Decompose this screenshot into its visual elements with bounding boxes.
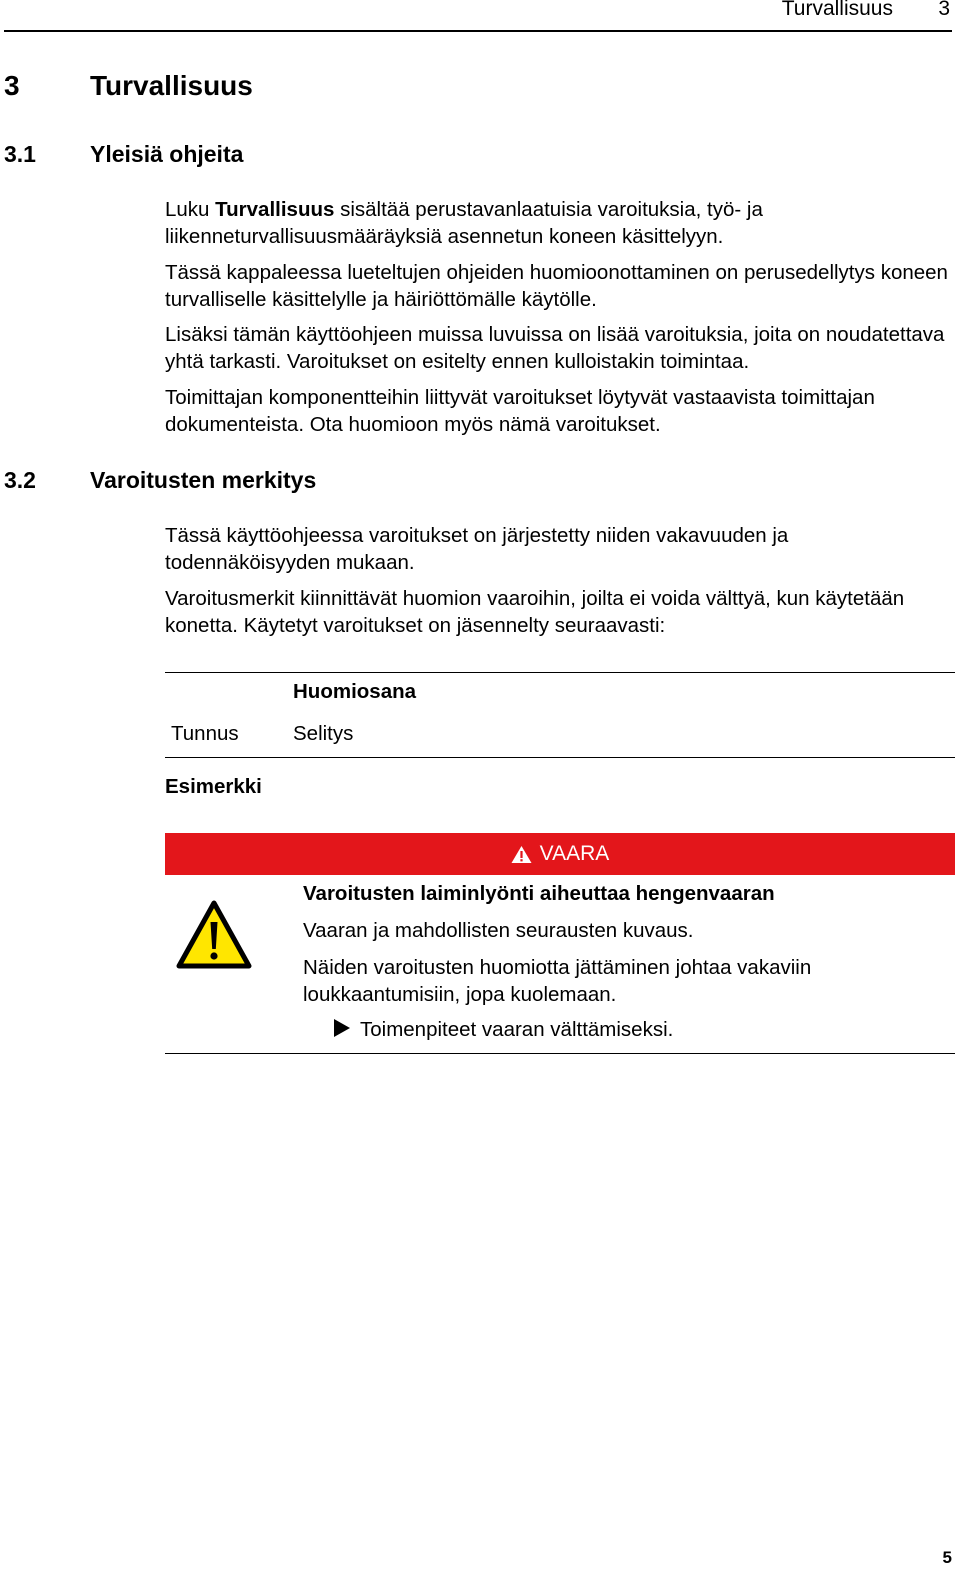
chapter-title: Turvallisuus bbox=[90, 70, 253, 101]
paragraph-warning-structure: Varoitusmerkit kiinnittävät huomion vaaroihin, joilta ei voida välttyä, kun käytetään konetta. Käytetyt varoitukset on jäsennelty seuraavasti: bbox=[165, 587, 905, 637]
running-header-title: Turvallisuus bbox=[781, 0, 893, 20]
header-rule bbox=[4, 30, 952, 32]
paragraph-intro: Luku Turvallisuus sisältää perustavanlaatuisia varoituksia, työ- ja liikenneturvallisuusmääräyksiä asennetun koneen käsittelyyn. bbox=[165, 198, 763, 248]
section-number-3-1: 3.1 bbox=[4, 141, 36, 167]
example-consequence: Näiden varoitusten huomiotta jättäminen johtaa vakaviin loukkaantumisiin, jopa kuolemaan. bbox=[303, 956, 812, 1006]
example-label: Esimerkki bbox=[165, 775, 262, 798]
page-number: 5 bbox=[942, 1548, 952, 1567]
running-header-number: 3 bbox=[938, 0, 950, 20]
legend-explanation: Selitys bbox=[293, 722, 354, 745]
example-action: Toimenpiteet vaaran välttämiseksi. bbox=[360, 1018, 674, 1041]
legend-signal-word: Huomiosana bbox=[293, 680, 417, 703]
example-bottom-rule bbox=[165, 1053, 955, 1054]
legend-bottom-rule bbox=[165, 757, 955, 758]
paragraph-prerequisite: Tässä kappaleessa lueteltujen ohjeiden huomioonottaminen on perusedellytys koneen turvalliselle käsittelylle ja häiriöttömälle käytölle. bbox=[165, 261, 948, 311]
example-description: Vaaran ja mahdollisten seurausten kuvaus. bbox=[303, 919, 694, 942]
legend-top-rule bbox=[165, 672, 955, 673]
legend-symbol: Tunnus bbox=[171, 722, 239, 745]
paragraph-warning-ordering: Tässä käyttöohjeessa varoitukset on järjestetty niiden vakavuuden ja todennäköisyyden mukaan. bbox=[165, 524, 789, 574]
warning-small-icon bbox=[511, 845, 532, 864]
section-title-3-1: Yleisiä ohjeita bbox=[90, 141, 244, 167]
action-arrow-icon bbox=[333, 1018, 351, 1038]
paragraph-additional-warnings: Lisäksi tämän käyttöohjeen muissa luvuissa on lisää varoituksia, joita on noudatettava yhtä tarkasti. Varoitukset on esitelty ennen kulloistakin toimintaa. bbox=[165, 323, 945, 373]
chapter-number: 3 bbox=[4, 70, 20, 101]
danger-banner-label: VAARA bbox=[539, 842, 610, 865]
section-title-3-2: Varoitusten merkitys bbox=[90, 467, 317, 493]
section-number-3-2: 3.2 bbox=[4, 467, 36, 493]
paragraph-supplier-warnings: Toimittajan komponentteihin liittyvät varoitukset löytyvät vastaavista toimittajan dokumenteista. Ota huomioon myös nämä varoitukset. bbox=[165, 386, 875, 436]
danger-banner bbox=[165, 833, 955, 875]
warning-triangle-icon bbox=[176, 900, 252, 970]
example-heading: Varoitusten laiminlyönti aiheuttaa hengenvaaran bbox=[303, 882, 775, 905]
